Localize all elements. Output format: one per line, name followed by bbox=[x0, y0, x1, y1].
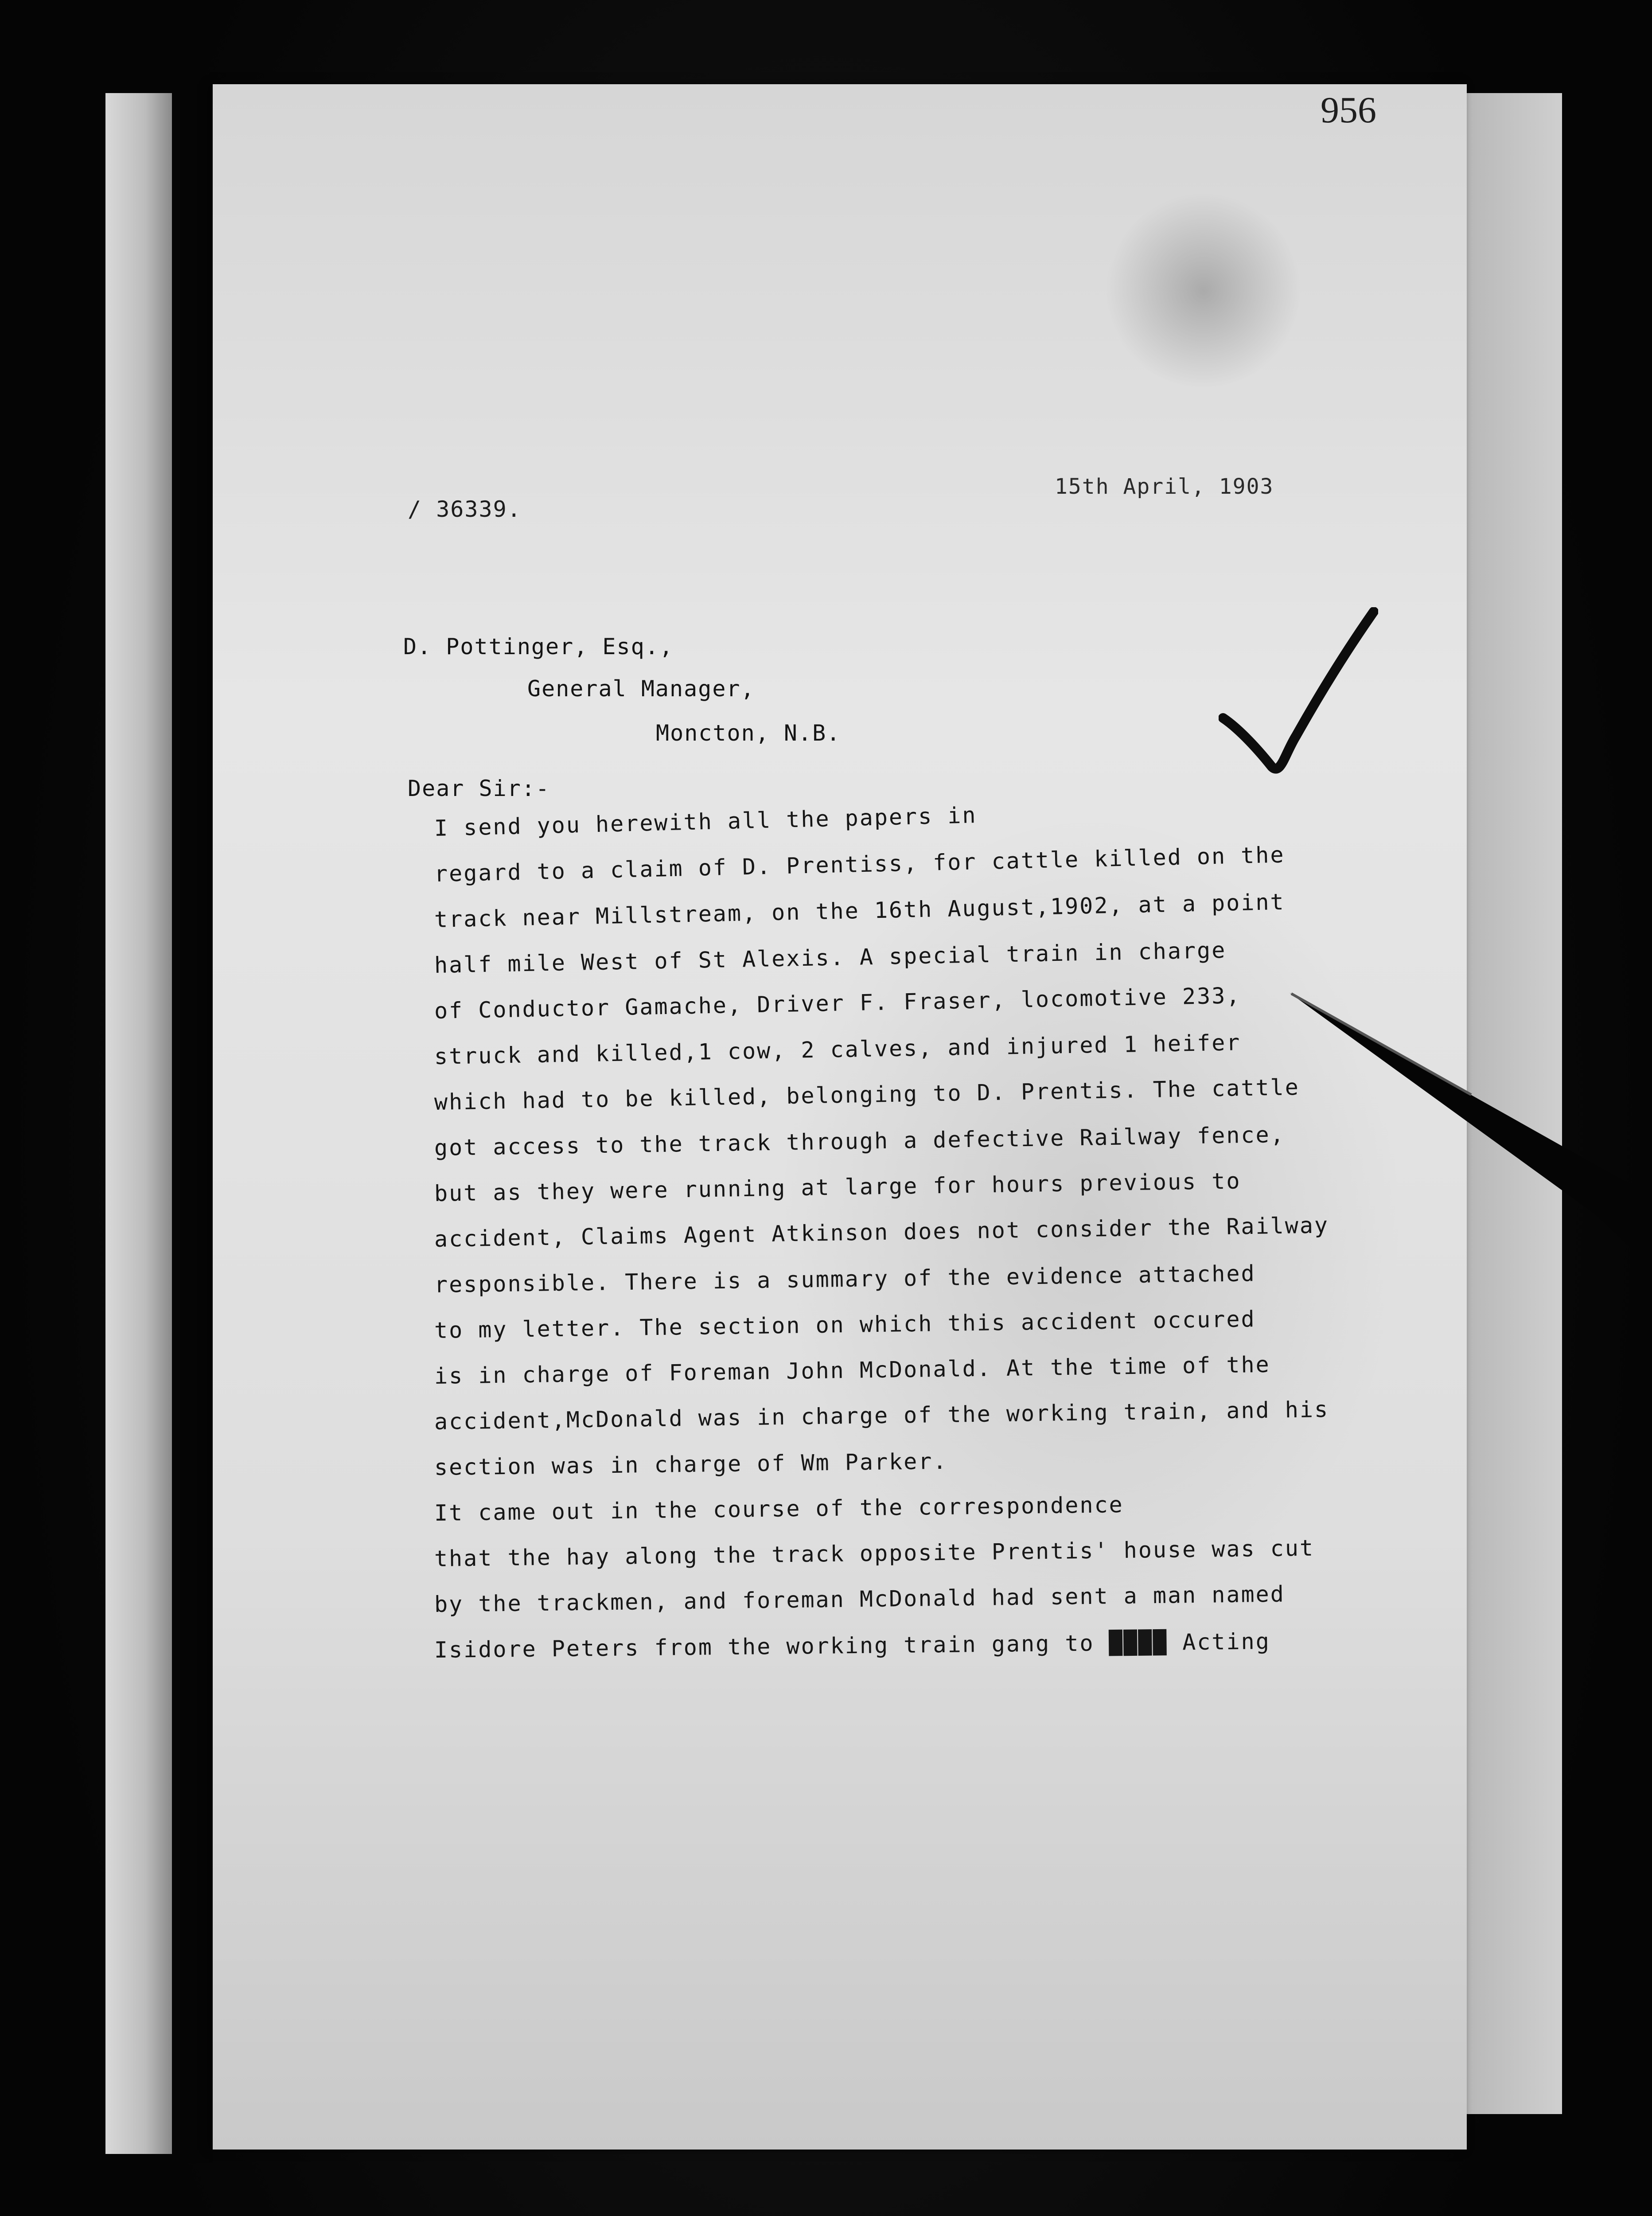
salutation: Dear Sir:- bbox=[408, 776, 550, 801]
recipient-location: Moncton, N.B. bbox=[656, 720, 841, 746]
left-page-edge bbox=[105, 93, 172, 2154]
letter-line: regard to a claim of D. Prentiss, for cattle killed on the bbox=[434, 842, 1286, 887]
recipient-name: D. Pottinger, Esq., bbox=[403, 634, 674, 659]
letter-line: section was in charge of Wm Parker. bbox=[434, 1448, 948, 1480]
letter-line: track near Millstream, on the 16th August,1902, at a point bbox=[434, 889, 1286, 932]
letter-line: by the trackmen, and foreman McDonald had sent a man named bbox=[434, 1581, 1286, 1617]
letter-line: accident, Claims Agent Atkinson does not consider the Railway bbox=[434, 1212, 1329, 1252]
letter-line: accident,McDonald was in charge of the working train, and his bbox=[434, 1396, 1329, 1435]
letter-line: I send you herewith all the papers in bbox=[434, 802, 978, 841]
letter-line: which had to be killed, belonging to D. Prentis. The cattle bbox=[434, 1074, 1300, 1115]
file-reference: / 36339. bbox=[408, 496, 522, 522]
page-number: 956 bbox=[1321, 90, 1376, 131]
pen-icon bbox=[1285, 984, 1652, 1294]
letter-line: Isidore Peters from the working train gang to ████ Acting bbox=[434, 1628, 1271, 1663]
letter-line: but as they were running at large for hours previous to bbox=[434, 1168, 1241, 1206]
letter-page bbox=[213, 84, 1467, 2150]
letter-line: to my letter. The section on which this accident occured bbox=[434, 1306, 1256, 1343]
letter-line: It came out in the course of the correspondence bbox=[434, 1491, 1124, 1526]
letter-line: responsible. There is a summary of the evidence attached bbox=[434, 1260, 1256, 1298]
letter-line: of Conductor Gamache, Driver F. Fraser, locomotive 233, bbox=[434, 983, 1241, 1024]
letter-line: struck and killed,1 cow, 2 calves, and injured 1 heifer bbox=[434, 1030, 1241, 1069]
letter-line: got access to the track through a defective Railway fence, bbox=[434, 1121, 1286, 1161]
recipient-title: General Manager, bbox=[527, 676, 755, 702]
letter-line: that the hay along the track opposite Prentis' house was cut bbox=[434, 1535, 1315, 1572]
binding-shadow bbox=[172, 80, 213, 2163]
letter-date: 15th April, 1903 bbox=[1055, 474, 1274, 499]
checkmark-icon bbox=[1219, 607, 1378, 798]
letter-line: is in charge of Foreman John McDonald. At the time of the bbox=[434, 1351, 1271, 1389]
letter-line: half mile West of St Alexis. A special train in charge bbox=[434, 937, 1227, 978]
